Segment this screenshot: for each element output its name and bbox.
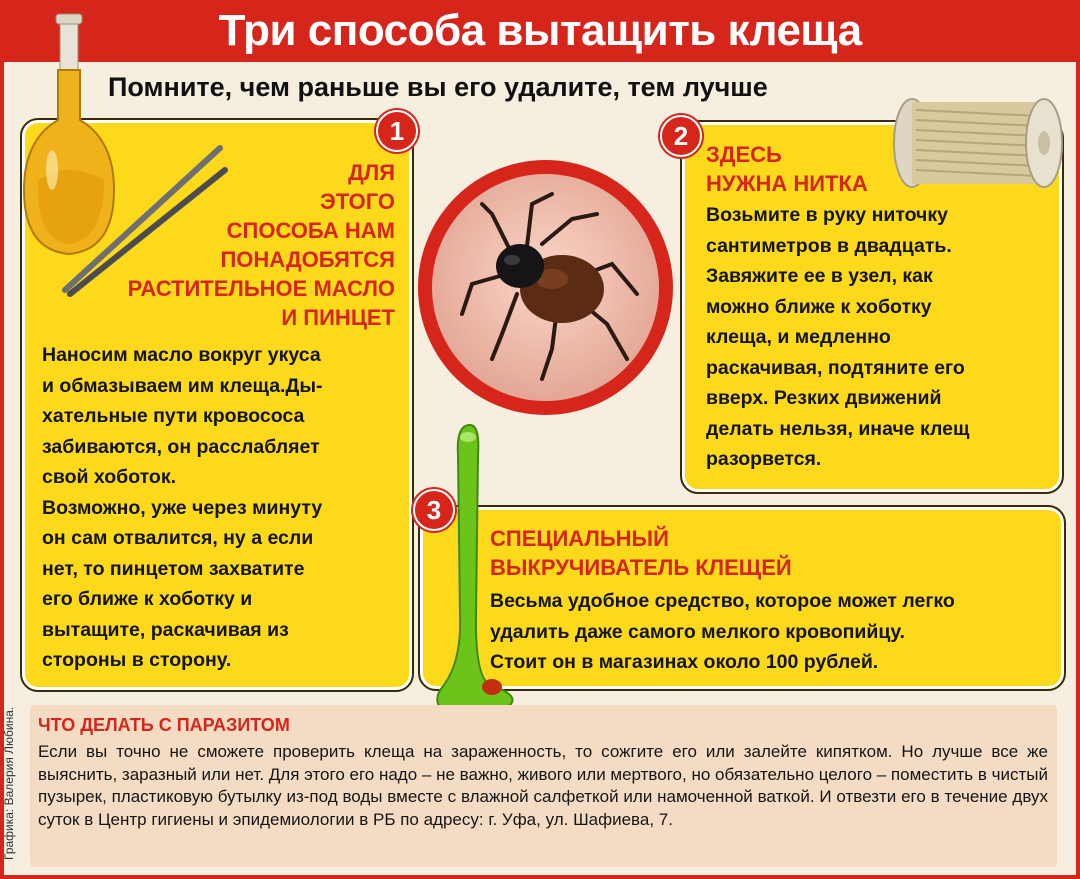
body-line: забиваются, он расслабляет [42,435,320,458]
body-line: делать нельзя, иначе клещ [706,417,970,440]
body-line: Наносим масло вокруг укуса [42,344,321,366]
body-line: вверх. Резких движений [706,387,942,409]
tick-photo-frame [418,160,673,415]
title-banner [0,0,1080,62]
body-line: стороны в сторону. [42,649,232,671]
graphics-credit: Графика: Валерия Любина. [2,706,16,860]
method-1-number: 1 [376,110,418,152]
skin-background [432,174,659,401]
subtitle: Помните, чем раньше вы его удалите, тем лучше [108,72,768,102]
method-3-body [490,586,1055,678]
body-line: можно ближе к хоботку [706,295,932,318]
body-line: разорвется. [706,448,822,470]
body-line: Весьма удобное средство, которое может легко [490,590,955,612]
heading-line: НУЖНА НИТКА [706,171,868,196]
tick-icon [432,174,659,401]
body-line: клеща, и медленно [706,326,891,348]
page-title: Три способа вытащить клеща [218,6,862,55]
method-2-heading [706,140,906,198]
heading-line: ЗДЕСЬ [706,142,782,167]
body-line: он сам отвалится, ну а если [42,527,314,549]
body-line: раскачивая, подтяните его [706,356,965,379]
thread-spool-icon [892,88,1067,188]
body-line: свой хоботок. [42,466,177,488]
heading-line: РАСТИТЕЛЬНОЕ МАСЛО [127,276,395,301]
body-line: нет, то пинцетом захватите [42,557,305,580]
method-2-body [706,200,1038,475]
parasite-text: Если вы точно не сможете проверить клеща на зараженность, то сожгите его или залейте кипятком. Но лучше все же выяснить, заразный или нет. Для этого его надо – не важно, живого или мертвого, но обязательно целого – поместить в чистый пузырек, пластиковую бутылку из-под воды вместе с влажной салфеткой или намоченной ваткой. И отвезти его в течение двух суток в Центр гигиены и эпидемиологии в РБ по адресу: г. Уфа, ул. Шафиева, 7. [38,742,1048,829]
parasite-heading: ЧТО ДЕЛАТЬ С ПАРАЗИТОМ [38,715,290,735]
heading-line: ВЫКРУЧИВАТЕЛЬ КЛЕЩЕЙ [490,555,792,580]
body-line: вытащите, раскачивая из [42,618,289,641]
body-line: сантиметров в двадцать. [706,234,952,257]
body-line: удалить даже самого мелкого кровопийцу. [490,620,905,643]
body-line: Завяжите ее в узел, как [706,265,933,287]
method-3-number: 3 [413,489,455,531]
method-2-number: 2 [660,115,702,157]
body-line: хательные пути кровососа [42,405,305,427]
heading-line: ДЛЯ [348,160,395,185]
method-1-body [42,340,394,676]
body-line: его ближе к хоботку и [42,588,253,610]
tweezers-icon [60,140,230,300]
body-line: Возьмите в руку ниточку [706,204,948,226]
body-line: Возможно, уже через минуту [42,496,323,519]
heading-line: СПЕЦИАЛЬНЫЙ [490,526,669,551]
body-line: Стоит он в магазинах около 100 рублей. [490,651,879,673]
method-3-heading [490,524,890,582]
body-line: и обмазываем им клеща.Ды- [42,374,323,397]
heading-line: ЭТОГО [320,189,395,214]
heading-line: И ПИНЦЕТ [281,305,395,330]
heading-line: ПОНАДОБЯТСЯ [220,247,395,272]
heading-line: СПОСОБА НАМ [226,218,395,243]
parasite-info-box [30,705,1057,867]
